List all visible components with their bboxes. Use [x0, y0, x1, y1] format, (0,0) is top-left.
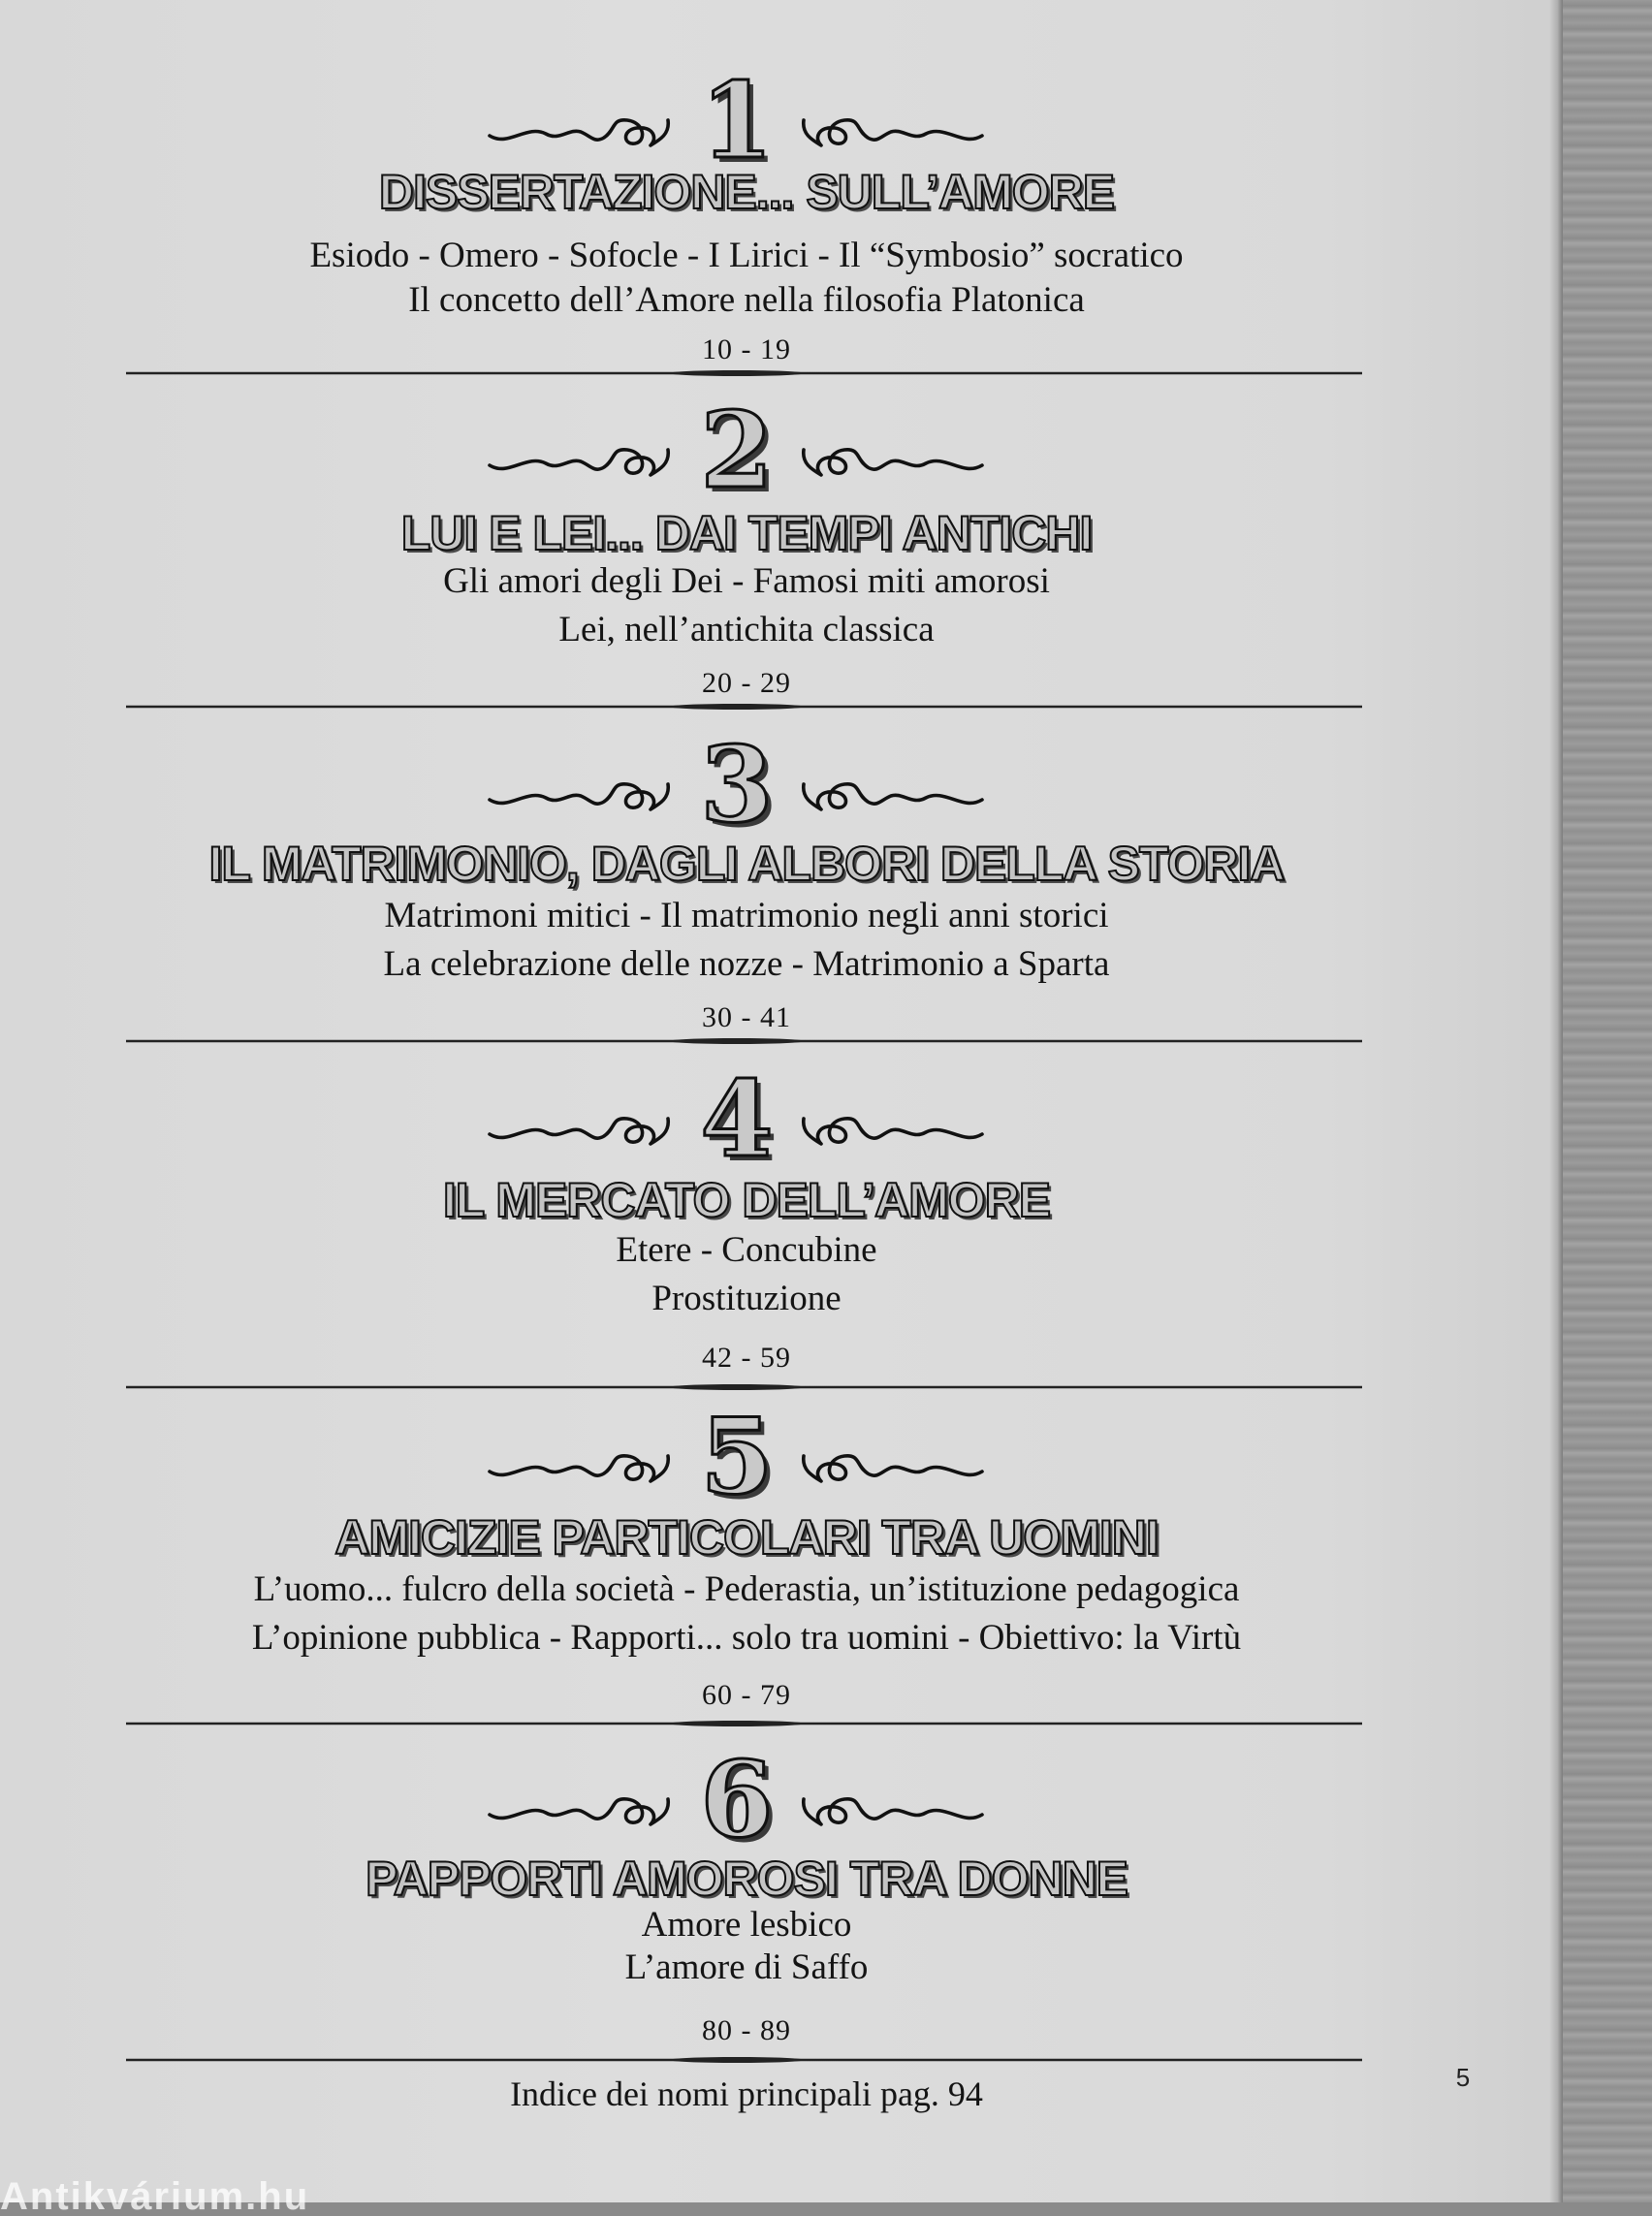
chapter-page-range: 60 - 79: [702, 1679, 791, 1711]
chapter-number: 4: [700, 1059, 774, 1181]
chapter-number-row: [0, 1739, 1493, 1861]
chapter-subtitle-line-1: Gli amori degli Dei - Famosi miti amorosi: [443, 561, 1050, 601]
divider-rule-icon: [126, 1378, 1362, 1396]
flourish-right-icon: [800, 769, 984, 817]
chapter-subtitle-line-1: Matrimoni mitici - Il matrimonio negli anni storici: [384, 896, 1109, 935]
chapter-number-row: [0, 60, 1493, 182]
chapter-subtitle-line-1: Etere - Concubine: [616, 1230, 877, 1270]
chapter-subtitle-line-2: L’amore di Saffo: [624, 1947, 869, 1987]
chapter-title: PAPPORTI AMOROSI TRA DONNE: [365, 1852, 1128, 1906]
watermark: Antikvárium.hu: [0, 2177, 310, 2216]
chapter-title: AMICIZIE PARTICOLARI TRA UOMINI: [334, 1510, 1159, 1565]
chapter-subtitle-line-2: Il concetto dell’Amore nella filosofia Platonica: [408, 280, 1085, 320]
chapter-page-range: 30 - 41: [702, 1001, 791, 1033]
chapter-number-row: [0, 724, 1493, 846]
chapter-subtitle-line-1: L’uomo... fulcro della società - Pederastia, un’istituzione pedagogica: [253, 1569, 1240, 1609]
chapter-title: IL MATRIMONIO, DAGLI ALBORI DELLA STORIA: [208, 837, 1285, 891]
index-footer: Indice dei nomi principali pag. 94: [510, 2074, 983, 2113]
page-edge: [1549, 0, 1563, 2202]
chapter-page-range: 80 - 89: [702, 2014, 791, 2046]
chapter-number-row: [0, 1059, 1493, 1181]
chapter-page-range: 10 - 19: [702, 333, 791, 365]
divider-rule-icon: [126, 364, 1362, 382]
chapter-number: 1: [700, 60, 774, 182]
chapter-subtitle-line-2: Prostituzione: [651, 1279, 842, 1318]
chapter-title: DISSERTAZIONE... SULL’AMORE: [378, 165, 1115, 219]
chapter-subtitle-line-2: Lei, nell’antichita classica: [558, 610, 935, 649]
chapter-number: 3: [700, 724, 774, 846]
chapter-page-range: 42 - 59: [702, 1342, 791, 1374]
divider-rule-icon: [126, 1032, 1362, 1050]
flourish-right-icon: [800, 1784, 984, 1832]
chapter-number: 6: [700, 1739, 774, 1861]
flourish-right-icon: [800, 434, 984, 483]
flourish-right-icon: [800, 1103, 984, 1152]
chapter-subtitle-line-1: Amore lesbico: [641, 1905, 852, 1945]
chapter-number: 2: [700, 390, 774, 512]
chapter-subtitle-line-2: La celebrazione delle nozze - Matrimonio a Sparta: [383, 944, 1110, 984]
chapter-page-range: 20 - 29: [702, 667, 791, 699]
flourish-right-icon: [800, 1440, 984, 1489]
chapter-subtitle-line-1: Esiodo - Omero - Sofocle - I Lirici - Il “Symbosio” socratico: [309, 236, 1184, 275]
page-number: 5: [1455, 2063, 1471, 2092]
flourish-right-icon: [800, 105, 984, 153]
divider-rule-icon: [126, 2051, 1362, 2069]
chapter-title: LUI E LEI... DAI TEMPI ANTICHI: [400, 506, 1093, 560]
divider-rule-icon: [126, 1715, 1362, 1732]
chapter-subtitle-line-2: L’opinione pubblica - Rapporti... solo tra uomini - Obiettivo: la Virtù: [251, 1618, 1242, 1658]
chapter-number: 5: [700, 1396, 774, 1518]
chapter-title: IL MERCATO DELL’AMORE: [442, 1173, 1051, 1227]
divider-rule-icon: [126, 698, 1362, 715]
book-binding: [1563, 0, 1652, 2202]
chapter-number-row: [0, 1396, 1493, 1518]
chapter-number-row: [0, 390, 1493, 512]
